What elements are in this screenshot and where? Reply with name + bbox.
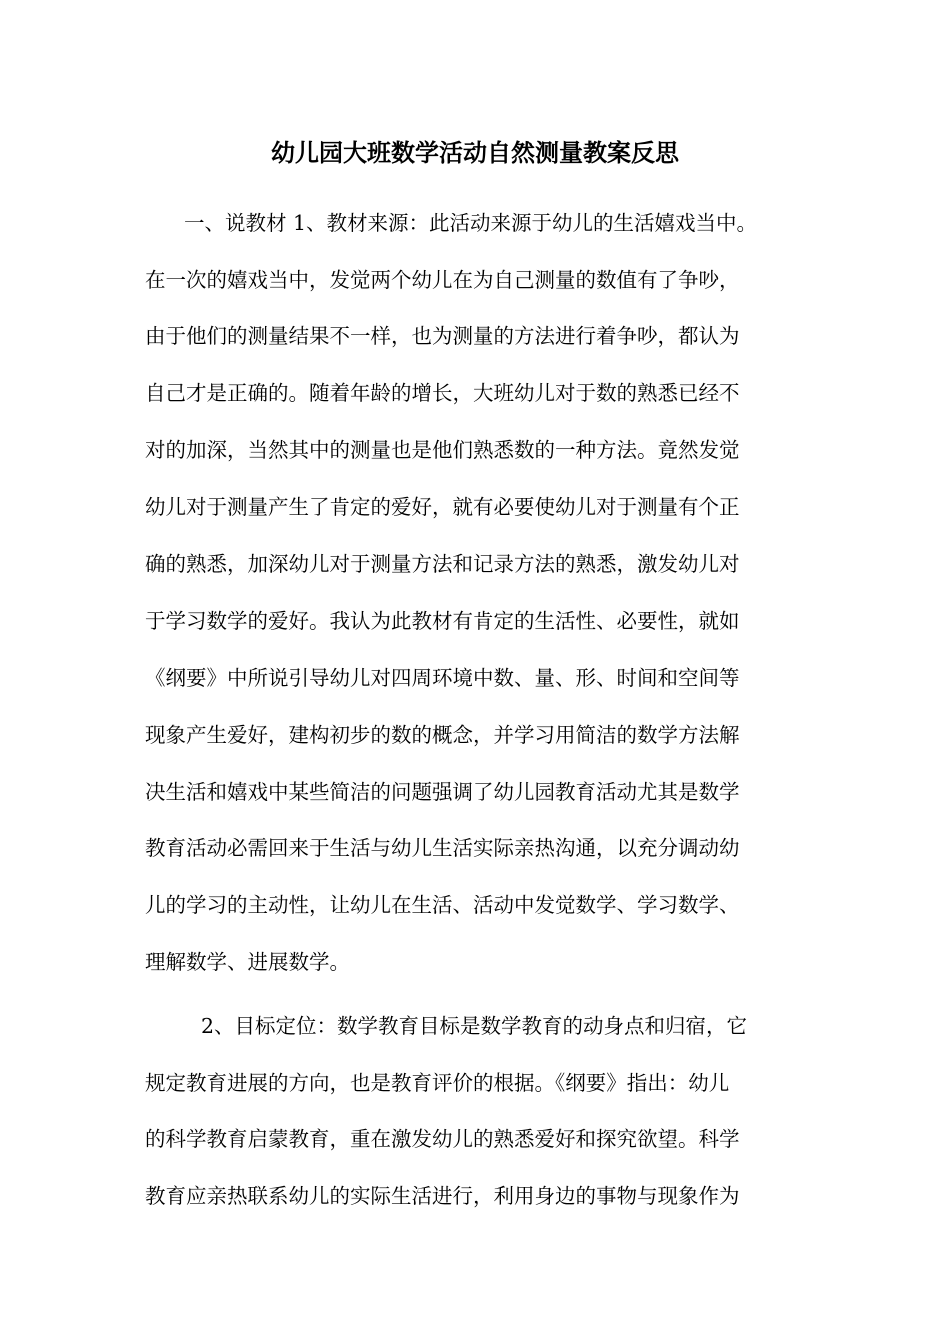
paragraph-line: 现象产生爱好，建构初步的数的概念，并学习用简洁的数学方法解	[145, 723, 740, 747]
paragraph-line: 一、说教材 1、教材来源：此活动来源于幼儿的生活嬉戏当中。	[184, 211, 758, 235]
paragraph-line: 确的熟悉，加深幼儿对于测量方法和记录方法的熟悉，激发幼儿对	[145, 552, 740, 576]
paragraph-line: 理解数学、进展数学。	[145, 950, 350, 974]
paragraph-line: 于学习数学的爱好。我认为此教材有肯定的生活性、必要性，就如	[145, 609, 740, 633]
document-title: 幼儿园大班数学活动自然测量教案反思	[271, 138, 679, 167]
paragraph-line: 教育活动必需回来于生活与幼儿生活实际亲热沟通，以充分调动幼	[145, 836, 740, 860]
paragraph-line: 对的加深，当然其中的测量也是他们熟悉数的一种方法。竟然发觉	[145, 438, 740, 462]
paragraph-line: 《纲要》中所说引导幼儿对四周环境中数、量、形、时间和空间等	[145, 666, 740, 690]
paragraph-line: 自己才是正确的。随着年龄的增长，大班幼儿对于数的熟悉已经不	[145, 381, 740, 405]
paragraph-line: 2、目标定位：数学教育目标是数学教育的动身点和归宿，它	[201, 1014, 748, 1038]
paragraph-line: 的科学教育启蒙教育，重在激发幼儿的熟悉爱好和探究欲望。科学	[145, 1127, 740, 1151]
paragraph-line: 决生活和嬉戏中某些简洁的问题强调了幼儿园教育活动尤其是数学	[145, 780, 740, 804]
paragraph-line: 儿的学习的主动性，让幼儿在生活、活动中发觉数学、学习数学、	[145, 893, 740, 917]
paragraph-line: 规定教育进展的方向，也是教育评价的根据。《纲要》指出：幼儿	[145, 1071, 730, 1095]
paragraph-line: 幼儿对于测量产生了肯定的爱好，就有必要使幼儿对于测量有个正	[145, 495, 740, 519]
paragraph-line: 教育应亲热联系幼儿的实际生活进行，利用身边的事物与现象作为	[145, 1184, 740, 1208]
paragraph-line: 由于他们的测量结果不一样，也为测量的方法进行着争吵，都认为	[145, 324, 740, 348]
paragraph-line: 在一次的嬉戏当中，发觉两个幼儿在为自己测量的数值有了争吵，	[145, 268, 740, 292]
